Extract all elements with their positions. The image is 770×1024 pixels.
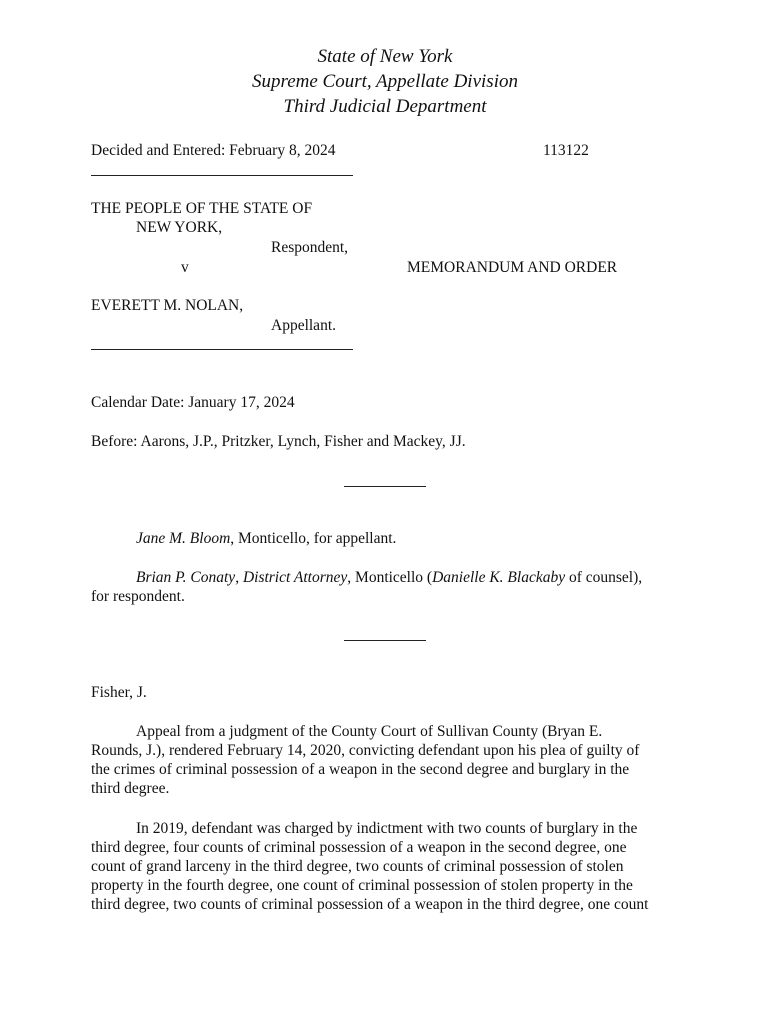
party2-role: Appellant. (271, 317, 336, 334)
para2-line3: count of grand larceny in the third degree, two counts of criminal possession of stolen (91, 858, 624, 875)
respondent-sep: , (235, 569, 243, 586)
caption-rule-top (91, 175, 353, 176)
respondent-end: of counsel), (565, 569, 643, 586)
para1-line3: the crimes of criminal possession of a weapon in the second degree and burglary in the (91, 761, 630, 778)
versus: v (181, 259, 189, 276)
respondent-mid: , Monticello ( (347, 569, 433, 586)
court-name: Supreme Court, Appellate Division (252, 71, 518, 92)
para2-line2: third degree, four counts of criminal possession of a weapon in the second degree, one (91, 839, 627, 856)
court-department: Third Judicial Department (283, 96, 487, 117)
opinion-author: Fisher, J. (91, 684, 147, 701)
para1-line1: Appeal from a judgment of the County Court of Sullivan County (Bryan E. (136, 723, 603, 740)
section-divider-2 (344, 640, 426, 641)
respondent-counsel-name: Brian P. Conaty (136, 569, 236, 586)
party1-line2: NEW YORK, (136, 219, 223, 236)
appellant-counsel-rest: , Monticello, for appellant. (230, 530, 397, 547)
before-panel: Before: Aarons, J.P., Pritzker, Lynch, Fisher and Mackey, JJ. (91, 433, 466, 450)
decided-date: Decided and Entered: February 8, 2024 (91, 142, 336, 159)
para2-line1: In 2019, defendant was charged by indictment with two counts of burglary in the (136, 820, 638, 837)
para1-line4: third degree. (91, 780, 170, 797)
party2: EVERETT M. NOLAN, (91, 297, 244, 314)
court-header (0, 44, 770, 119)
respondent-counsel-line2: for respondent. (91, 588, 185, 605)
respondent-of-counsel: Danielle K. Blackaby (432, 569, 566, 586)
appellant-counsel (136, 529, 396, 548)
respondent-counsel-title: District Attorney (242, 569, 348, 586)
party1-line1: THE PEOPLE OF THE STATE OF (91, 200, 313, 217)
section-divider-1 (344, 486, 426, 487)
party1-role: Respondent, (271, 239, 349, 256)
para2-line5: third degree, two counts of criminal possession of a weapon in the third degree, one count (91, 896, 649, 913)
document-type: MEMORANDUM AND ORDER (407, 259, 618, 276)
calendar-date: Calendar Date: January 17, 2024 (91, 394, 295, 411)
respondent-counsel (136, 568, 642, 587)
appellant-counsel-name: Jane M. Bloom (136, 530, 231, 547)
para2-line4: property in the fourth degree, one count of criminal possession of stolen property in the (91, 877, 633, 894)
court-state: State of New York (317, 46, 453, 67)
para1-line2: Rounds, J.), rendered February 14, 2020, convicting defendant upon his plea of guilty of (91, 742, 640, 759)
docket-number: 113122 (543, 142, 589, 159)
caption-rule-bottom (91, 349, 353, 350)
